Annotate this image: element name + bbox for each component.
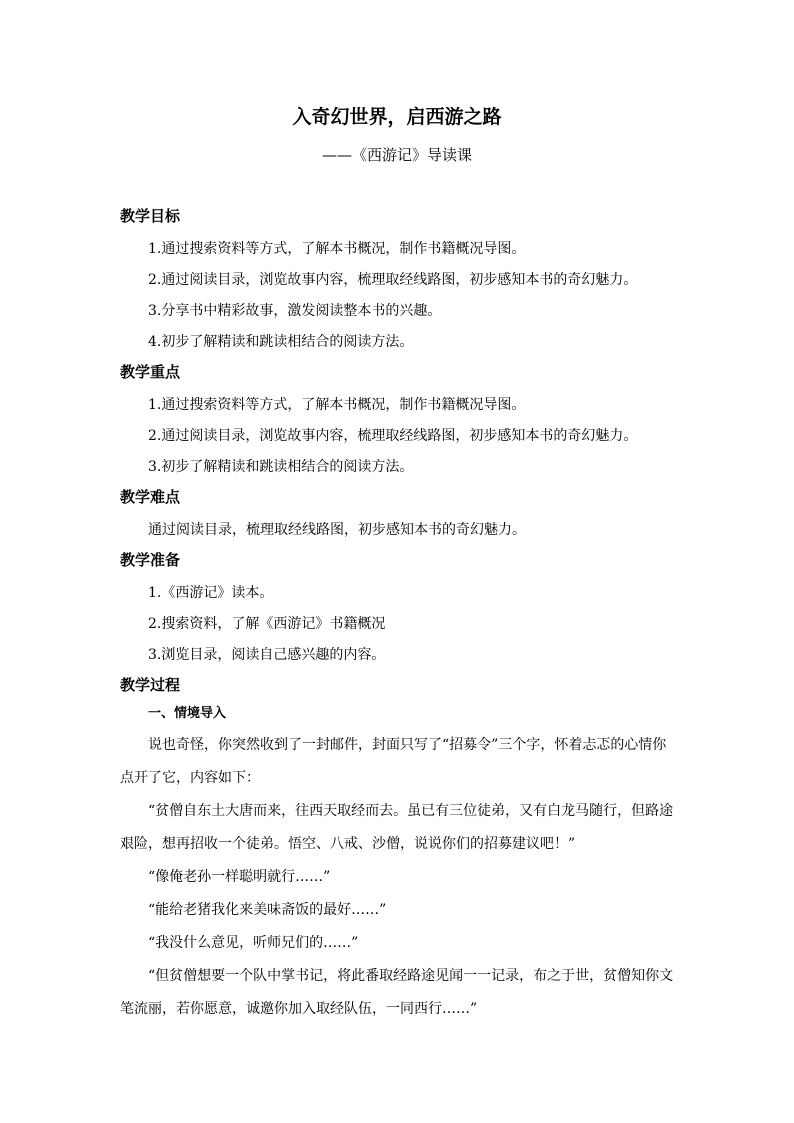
quote-line: “但贫僧想要一个队中掌书记，将此番取经路途见闻一一记录，布之于世，贫僧知你文 <box>148 968 674 984</box>
quote-line: 艰险，想再招收一个徒弟。悟空、八戒、沙僧，说说你们的招募建议吧！” <box>120 836 576 852</box>
section-heading-key-points: 教学重点 <box>120 363 181 381</box>
preparation-item: 3.浏览目录，阅读自己感兴趣的内容。 <box>148 647 386 663</box>
quote-line: 笔流丽，若你愿意，诚邀你加入取经队伍，一同西行……” <box>120 1001 478 1017</box>
goal-item: 4.初步了解精读和跳读相结合的阅读方法。 <box>148 334 414 350</box>
goal-item: 1.通过搜索资料等方式，了解本书概况，制作书籍概况导图。 <box>148 241 526 257</box>
quote-line: “能给老猪我化来美味斋饭的最好……” <box>148 902 387 918</box>
section-heading-difficulty: 教学难点 <box>120 488 181 506</box>
preparation-item: 2.搜索资料，了解《西游记》书籍概况 <box>148 616 386 632</box>
key-point-item: 1.通过搜索资料等方式，了解本书概况，制作书籍概况导图。 <box>148 397 526 413</box>
document-title: 入奇幻世界，启西游之路 <box>292 106 502 128</box>
section-heading-preparation: 教学准备 <box>120 551 181 569</box>
section-heading-goals: 教学目标 <box>120 207 181 225</box>
goal-item: 3.分享书中精彩故事，激发阅读整本书的兴趣。 <box>148 303 442 319</box>
intro-paragraph-line: 说也奇怪，你突然收到了一封邮件，封面只写了“招募令”三个字，怀着忐忑的心情你 <box>148 737 667 753</box>
goal-item: 2.通过阅读目录，浏览故事内容，梳理取经线路图，初步感知本书的奇幻魅力。 <box>148 272 638 288</box>
quote-line: “我没什么意见，听师兄们的……” <box>148 935 359 951</box>
difficulty-text: 通过阅读目录，梳理取经线路图，初步感知本书的奇幻魅力。 <box>148 522 526 538</box>
key-point-item: 2.通过阅读目录，浏览故事内容，梳理取经线路图，初步感知本书的奇幻魅力。 <box>148 428 638 444</box>
document-subtitle: ——《西游记》导读课 <box>321 146 472 164</box>
process-subheading: 一、情境导入 <box>148 706 227 721</box>
document-body <box>120 202 680 1026</box>
section-heading-process: 教学过程 <box>120 676 181 694</box>
intro-paragraph-line: 点开了它，内容如下： <box>120 770 260 786</box>
quote-line: “像俺老孙一样聪明就行……” <box>148 869 331 885</box>
preparation-item: 1.《西游记》读本。 <box>148 585 274 601</box>
quote-line: “贫僧自东土大唐而来，往西天取经而去。虽已有三位徒弟，又有白龙马随行，但路途 <box>148 803 674 819</box>
key-point-item: 3.初步了解精读和跳读相结合的阅读方法。 <box>148 459 414 475</box>
